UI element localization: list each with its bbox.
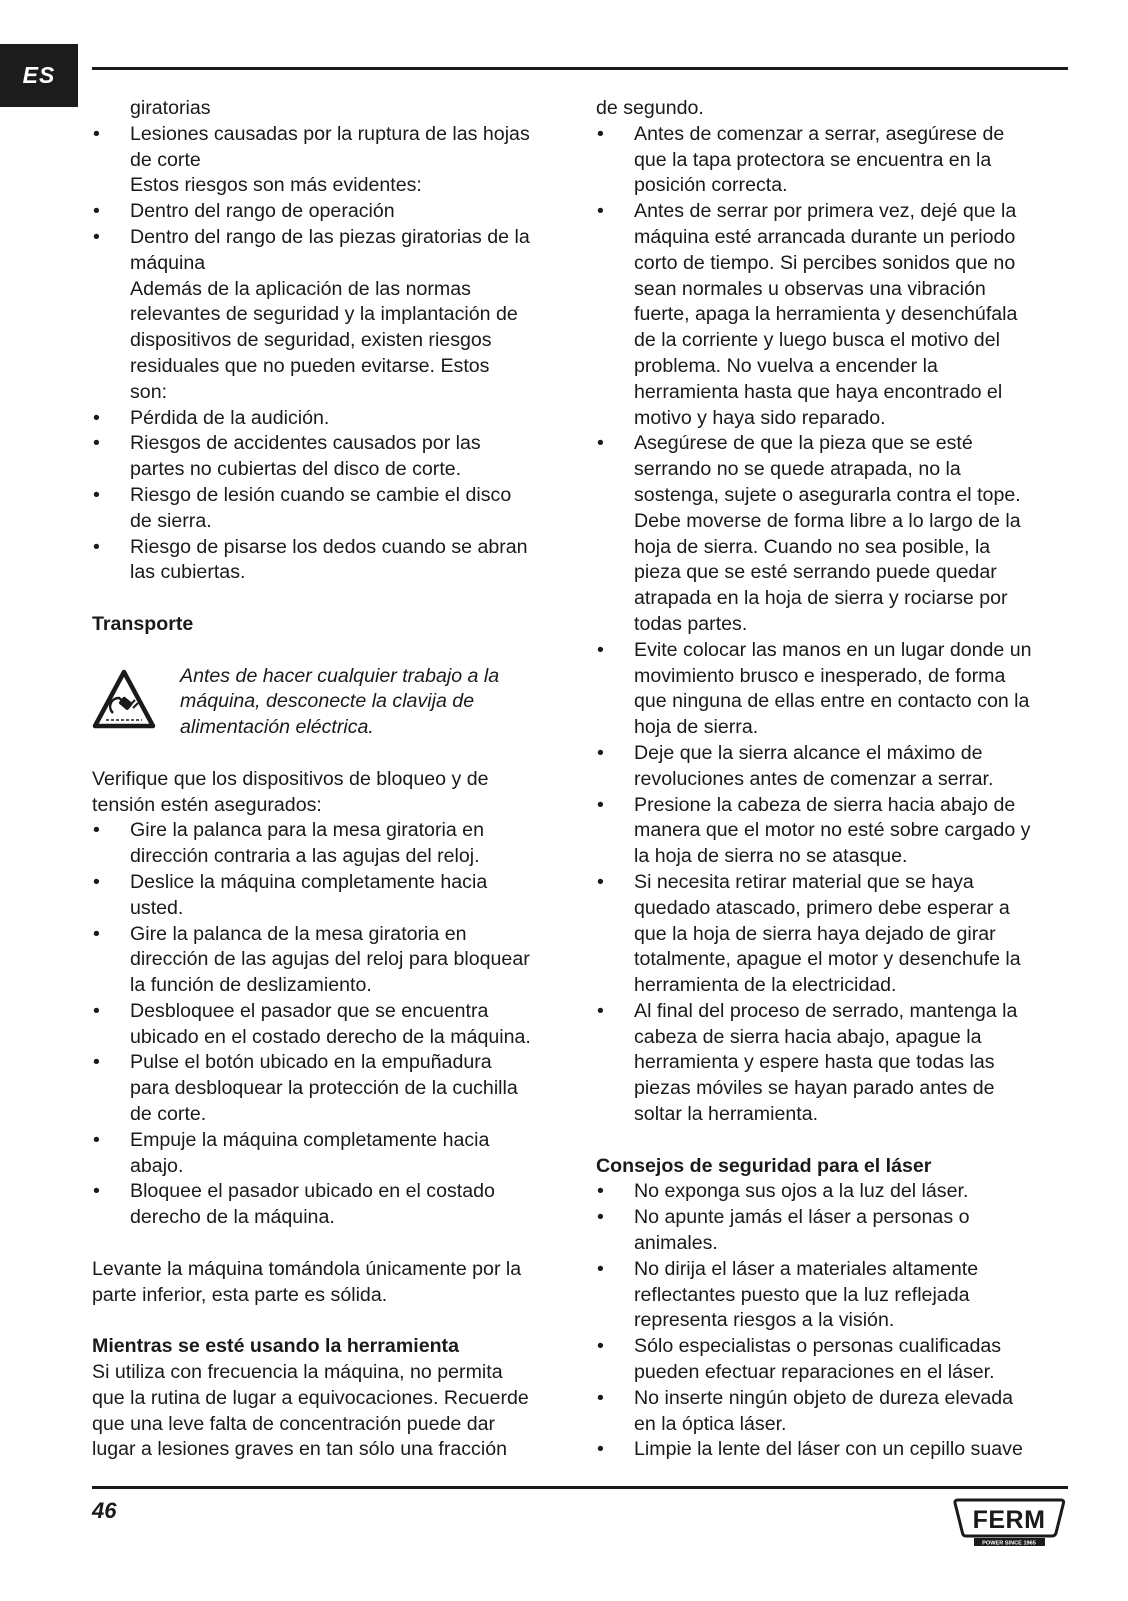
- list-item: • No apunte jamás el láser a personas o animales.: [596, 1205, 1070, 1257]
- list-item: • Deslice la máquina completamente hacia usted.: [92, 870, 570, 922]
- list-item: • Gire la palanca de la mesa giratoria en dirección de las agujas del reloj para bloquear la función de deslizamiento.: [92, 922, 570, 999]
- list-item: • Pulse el botón ubicado en la empuñadura para desbloquear la protección de la cuchilla de corte.: [92, 1050, 570, 1127]
- ferm-logo-tagline: POWER SINCE 1965: [982, 1540, 1036, 1547]
- unplug-warning: [92, 664, 570, 741]
- list-paragraph: Además de la aplicación de las normas relevantes de seguridad y la implantación de dispositivos de seguridad, existen riesgos residuales que no pueden evitarse. Estos son:: [130, 277, 518, 403]
- left-column: [92, 96, 570, 1463]
- residual-risks-list: [92, 96, 570, 586]
- list-item: • Empuje la máquina completamente hacia abajo.: [92, 1128, 570, 1180]
- list-item: • Limpie la lente del láser con un cepillo suave: [596, 1437, 1070, 1463]
- right-column: [596, 96, 1070, 1463]
- list-paragraph: Estos riesgos son más evidentes:: [130, 174, 422, 197]
- list-item: • Deje que la sierra alcance el máximo de revoluciones antes de comenzar a serrar.: [596, 741, 1070, 793]
- usage-text-continued: de segundo.: [596, 97, 704, 119]
- list-item: • Asegúrese de que la pieza que se esté serrando no se quede atrapada, no la sostenga, sujete o asegurarla contra el tope. Debe moverse de forma libre a lo largo de la hoja de sierra. Cuando no sea posible, la pieza que se esté serrando puede quedar atrapada en la hoja de sierra y rociarse por todas partes.: [596, 431, 1070, 637]
- list-item: • Dentro del rango de las piezas giratorias de la máquina: [92, 225, 570, 277]
- list-item: • Antes de comenzar a serrar, asegúrese de que la tapa protectora se encuentra en la posición correcta.: [596, 122, 1070, 199]
- list-item: • No dirija el láser a materiales altamente reflectantes puesto que la luz reflejada representa riesgos a la visión.: [596, 1257, 1070, 1334]
- list-item: • Bloquee el pasador ubicado en el costado derecho de la máquina.: [92, 1179, 570, 1231]
- list-item: • Evite colocar las manos en un lugar donde un movimiento brusco e inesperado, de forma que ninguna de ellas entre en contacto con la hoja de sierra.: [596, 638, 1070, 741]
- transport-heading: Transporte: [92, 612, 194, 635]
- page-number: 46: [92, 1498, 117, 1523]
- unplug-warning-icon: [92, 668, 156, 732]
- header-rule: [92, 67, 1068, 70]
- list-item: • Sólo especialistas o personas cualificadas pueden efectuar reparaciones en el láser.: [596, 1334, 1070, 1386]
- list-item: • Pérdida de la audición.: [92, 406, 570, 432]
- list-item: • No exponga sus ojos a la luz del láser.: [596, 1179, 1070, 1205]
- list-item: • Al final del proceso de serrado, mantenga la cabeza de sierra hacia abajo, apague la herramienta y espere hasta que todas las piezas móviles se hayan parado antes de soltar la herramienta.: [596, 999, 1070, 1128]
- ferm-logo-wordmark: FERM: [972, 1506, 1046, 1534]
- usage-safety-list: [596, 122, 1070, 1128]
- footer-rule: [92, 1486, 1068, 1489]
- list-item: • Desbloquee el pasador que se encuentra ubicado en el costado derecho de la máquina.: [92, 999, 570, 1051]
- list-item: • Antes de serrar por primera vez, dejé que la máquina esté arrancada durante un periodo corto de tiempo. Si percibes sonidos que no sean normales u observas una vibración fuerte, apaga la herramienta y desenchúfala de la corriente y luego busca el motivo del problema. No vuelva a encender la herramienta hasta que haya encontrado el motivo y haya sido reparado.: [596, 199, 1070, 431]
- transport-steps-list: [92, 818, 570, 1231]
- laser-safety-list: [596, 1179, 1070, 1463]
- list-paragraph: giratorias: [130, 97, 211, 119]
- list-item: • Si necesita retirar material que se haya quedado atascado, primero debe esperar a que la hoja de sierra haya dejado de girar totalmente, apague el motor y desenchufe la herramienta de la electricidad.: [596, 870, 1070, 999]
- lift-instruction: Levante la máquina tomándola únicamente por la parte inferior, esta parte es sólida.: [92, 1257, 522, 1306]
- list-item: • Lesiones causadas por la ruptura de las hojas de corte: [92, 122, 570, 174]
- list-item: • No inserte ningún objeto de dureza elevada en la óptica láser.: [596, 1386, 1070, 1438]
- list-item: • Riesgo de pisarse los dedos cuando se abran las cubiertas.: [92, 535, 570, 587]
- usage-heading: Mientras se esté usando la herramienta: [92, 1335, 459, 1358]
- verify-intro: Verifique que los dispositivos de bloqueo y de tensión estén asegurados:: [92, 767, 489, 816]
- list-item: • Riesgos de accidentes causados por las partes no cubiertas del disco de corte.: [92, 431, 570, 483]
- language-tab: ES: [0, 44, 78, 107]
- list-item: • Gire la palanca para la mesa giratoria en dirección contraria a las agujas del reloj.: [92, 818, 570, 870]
- usage-text: Si utiliza con frecuencia la máquina, no permita que la rutina de lugar a equivocaciones. Recuerde que una leve falta de concentración puede dar lugar a lesiones graves en tan sólo una fracción: [92, 1361, 529, 1461]
- list-item: • Dentro del rango de operación: [92, 199, 570, 225]
- ferm-logo: [952, 1497, 1067, 1547]
- list-item: • Presione la cabeza de sierra hacia abajo de manera que el motor no esté sobre cargado y la hoja de sierra no se atasque.: [596, 793, 1070, 870]
- list-item: • Riesgo de lesión cuando se cambie el disco de sierra.: [92, 483, 570, 535]
- laser-heading: Consejos de seguridad para el láser: [596, 1154, 932, 1177]
- unplug-warning-text: Antes de hacer cualquier trabajo a la máquina, desconecte la clavija de alimentación eléctrica.: [180, 664, 500, 739]
